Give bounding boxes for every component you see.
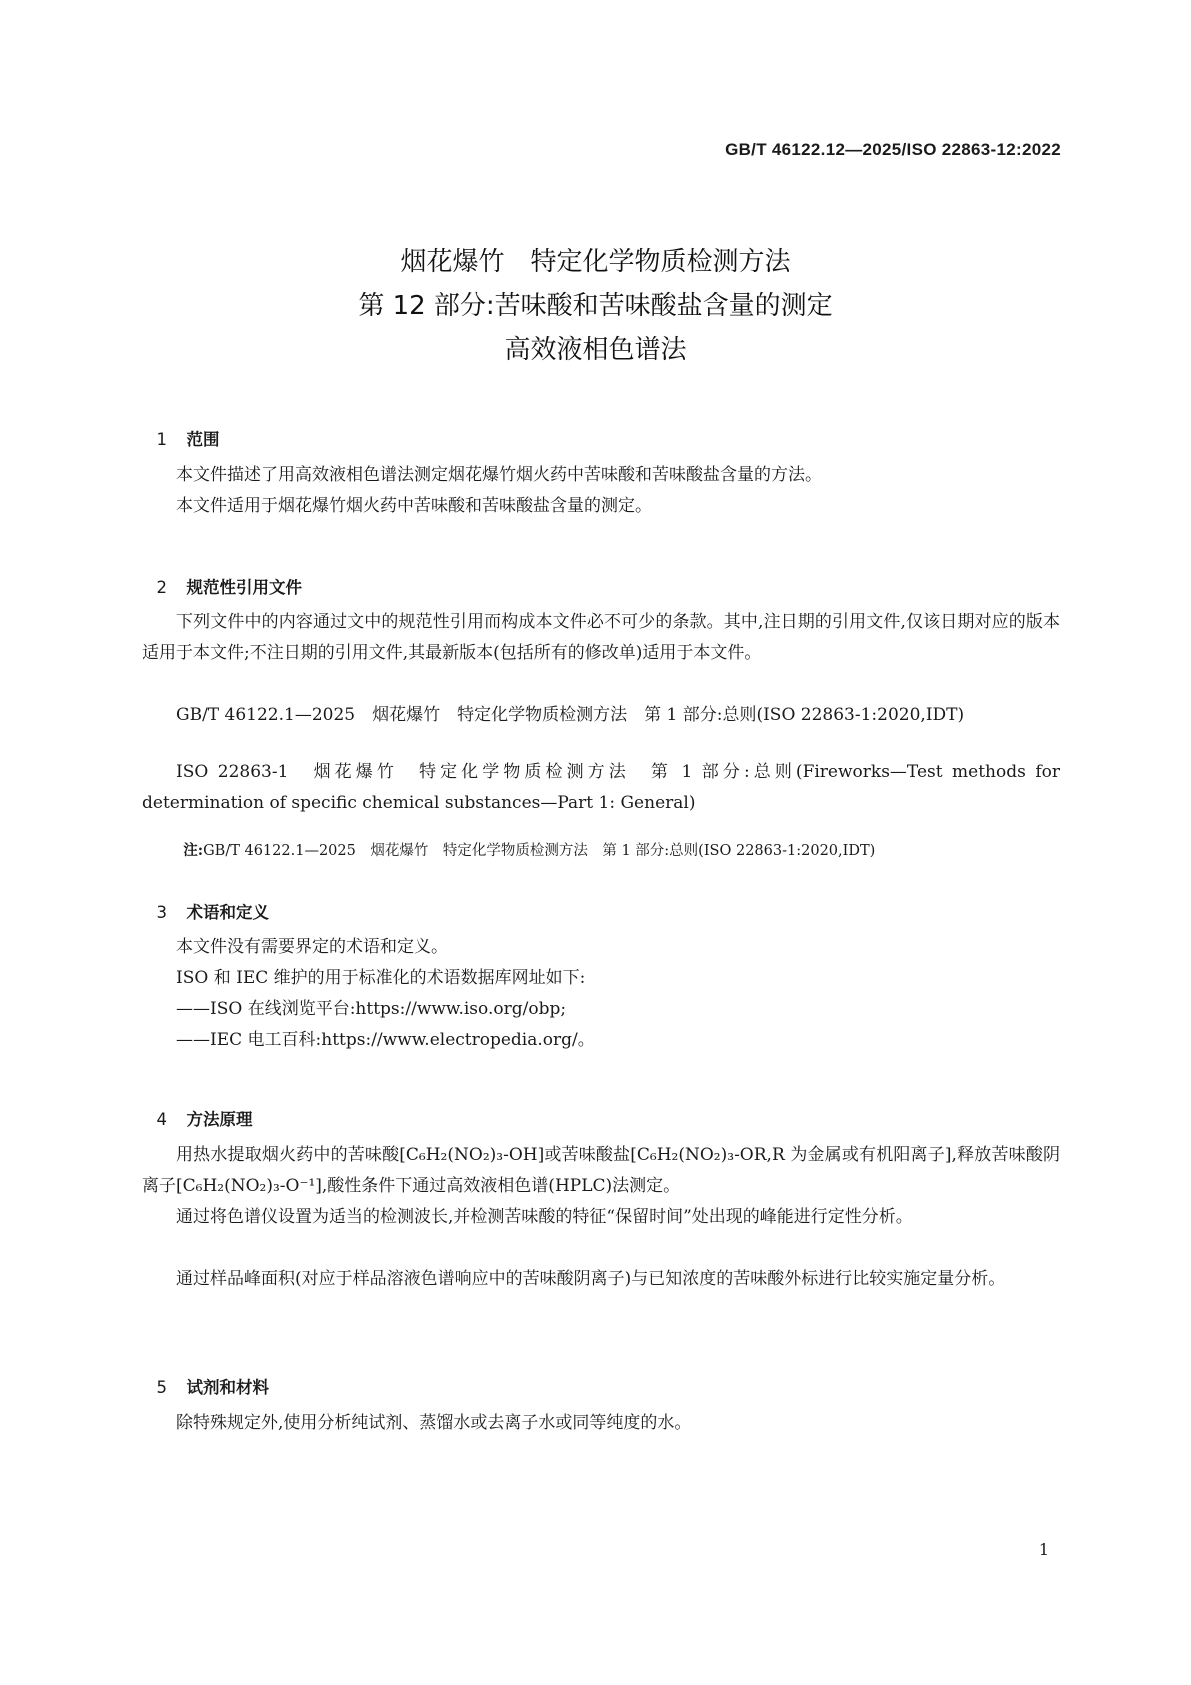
standard-number: GB/T 46122.12—2025/ISO 22863-12:2022 (725, 140, 1061, 159)
section-2-number: 2 (156, 578, 167, 597)
section-4-paragraph-3: 通过样品峰面积(对应于样品溶液色谱响应中的苦味酸阴离子)与已知浓度的苦味酸外标进行比较实施定量分析。 (176, 1269, 1006, 1289)
page-number: 1 (1038, 1540, 1049, 1559)
section-4-number: 4 (156, 1110, 167, 1129)
section-2-title: 规范性引用文件 (186, 578, 302, 597)
section-1-number: 1 (156, 430, 167, 449)
reference-note (174, 823, 875, 860)
section-2-paragraph-1: 下列文件中的内容通过文中的规范性引用而构成本文件必不可少的条款。其中,注日期的引用文件,仅该日期对应的版本适用于本文件;不注日期的引用文件,其最新版本(包括所有的修改单)适用于本文件。 (142, 612, 1060, 663)
title-line-2: 第 12 部分:苦味酸和苦味酸盐含量的测定 (358, 291, 833, 321)
section-3-paragraph-2: ISO 和 IEC 维护的用于标准化的术语数据库网址如下: (176, 968, 586, 988)
note-text: GB/T 46122.1—2025 烟花爆竹 特定化学物质检测方法 第 1 部分:总则(ISO 22863-1:2020,IDT) (203, 843, 876, 859)
normative-reference-1: GB/T 46122.1—2025 烟花爆竹 特定化学物质检测方法 第 1 部分:总则(ISO 22863-1:2020,IDT) (176, 705, 965, 725)
section-1-title: 范围 (186, 430, 220, 449)
normative-reference-2: ISO 22863-1 烟花爆竹 特定化学物质检测方法 第 1 部分:总则(Fireworks—Test methods for determination of specific chemical substances—Part 1: General) (142, 762, 1060, 813)
section-3-paragraph-1: 本文件没有需要界定的术语和定义。 (176, 937, 448, 957)
section-1-paragraph-2: 本文件适用于烟花爆竹烟火药中苦味酸和苦味酸盐含量的测定。 (176, 496, 652, 516)
standard-number-header (725, 140, 1061, 160)
iec-electropedia-list-item: ——IEC 电工百科:https://www.electropedia.org/。 (176, 1030, 595, 1050)
title-line-3: 高效液相色谱法 (504, 335, 687, 365)
document-title (0, 240, 1191, 372)
section-4-paragraph-1: 用热水提取烟火药中的苦味酸[C₆H₂(NO₂)₃-OH]或苦味酸盐[C₆H₂(NO₂)₃-OR,R 为金属或有机阳离子],释放苦味酸阴离子[C₆H₂(NO₂)₃-O⁻¹],酸性条件下通过高效液相色谱(HPLC)法测定。 (142, 1145, 1060, 1196)
section-5-heading (145, 1355, 269, 1398)
section-4-paragraph-2: 通过将色谱仪设置为适当的检测波长,并检测苦味酸的特征“保留时间”处出现的峰能进行定性分析。 (176, 1207, 913, 1227)
section-3-heading (145, 880, 269, 923)
section-1-heading (145, 407, 220, 450)
section-3-title: 术语和定义 (186, 903, 269, 922)
section-5-paragraph-1: 除特殊规定外,使用分析纯试剂、蒸馏水或去离子水或同等纯度的水。 (176, 1413, 692, 1433)
note-label: 注: (183, 842, 204, 859)
section-4-title: 方法原理 (186, 1110, 253, 1129)
section-2-heading (145, 555, 302, 598)
iso-obp-list-item: ——ISO 在线浏览平台:https://www.iso.org/obp; (176, 999, 567, 1019)
section-5-number: 5 (156, 1378, 167, 1397)
section-3-number: 3 (156, 903, 167, 922)
section-5-title: 试剂和材料 (186, 1378, 269, 1397)
section-1-paragraph-1: 本文件描述了用高效液相色谱法测定烟花爆竹烟火药中苦味酸和苦味酸盐含量的方法。 (176, 465, 822, 485)
title-line-1: 烟花爆竹 特定化学物质检测方法 (400, 247, 791, 277)
section-4-heading (145, 1087, 253, 1130)
